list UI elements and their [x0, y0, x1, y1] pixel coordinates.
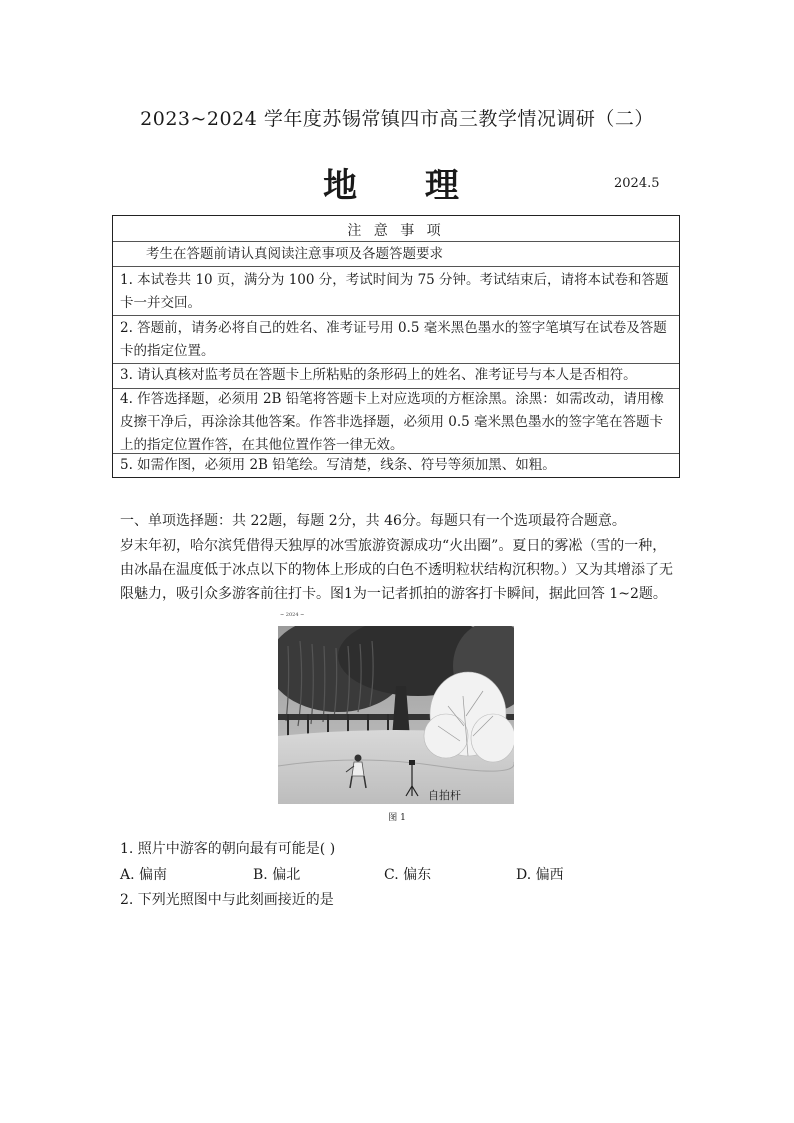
notice-box [112, 215, 680, 478]
question-2-stem: 2. 下列光照图中与此刻画接近的是 [120, 892, 334, 908]
notice-item-2: 2. 答题前，请务必将自己的姓名、准考证号用 0.5 毫米黑色墨水的签字笔填写在试卷及答题卡的指定位置。 [120, 320, 667, 359]
question-1-option-b: B. 偏北 [253, 867, 301, 883]
notice-item-3: 3. 请认真核对监考员在答题卡上所粘贴的条形码上的姓名、准考证号与本人是否相符。 [120, 367, 637, 383]
subject-title: 地 理 [323, 166, 487, 206]
notice-divider [113, 266, 679, 267]
notice-intro: 考生在答题前请认真阅读注意事项及各题答题要求 [146, 246, 443, 262]
question-1-option-a: A. 偏南 [120, 867, 168, 883]
exam-title: 2023~2024 学年度苏锡常镇四市高三教学情况调研（二） [140, 108, 654, 130]
notice-divider [113, 241, 679, 242]
selfie-stick-label: 自拍杆 [428, 789, 461, 802]
question-1-option-c: C. 偏东 [384, 867, 432, 883]
figure-photo [278, 626, 514, 804]
question-1-stem: 1. 照片中游客的朝向最有可能是( ) [120, 841, 336, 857]
notice-item-1: 1. 本试卷共 10 页，满分为 100 分，考试时间为 75 分钟。考试结束后，请将本试卷和答题卡一并交回。 [120, 272, 669, 311]
exam-date: 2024.5 [614, 176, 660, 191]
section-heading: 一、单项选择题：共 22题，每题 2分，共 46分。每题只有一个选项最符合题意。 [120, 513, 626, 529]
notice-item-4: 4. 作答选择题，必须用 2B 铅笔将答题卡上对应选项的方框涂黑。涂黑：如需改动，请用橡皮擦干净后，再涂涂其他答案。作答非选择题，必须用 0.5 毫米黑色墨水的签字笔在答题卡上的指定位置作答，在其他位置作答一律无效。 [120, 391, 664, 453]
notice-item-5: 5. 如需作图，必须用 2B 铅笔绘。写清楚，线条、符号等须加黑、如粗。 [120, 457, 556, 473]
question-1-option-d: D. 偏西 [516, 867, 564, 883]
passage-text: 岁末年初，哈尔滨凭借得天独厚的冰雪旅游资源成功“火出圈”。夏日的雾凇（雪的一种，由冰晶在温度低于冰点以下的物体上形成的白色不透明粒状结构沉积物。）又为其增添了无限魅力，吸引众多游客前往打卡。图1为一记者抓拍的游客打卡瞬间，据此回答 1~2题。 [120, 538, 673, 602]
figure-caption: 图 1 [388, 813, 406, 823]
notice-divider [113, 315, 679, 316]
photo-corner-mark: ~ 2024 ~ [280, 612, 305, 618]
notice-title: 注 意 事 项 [347, 223, 445, 239]
